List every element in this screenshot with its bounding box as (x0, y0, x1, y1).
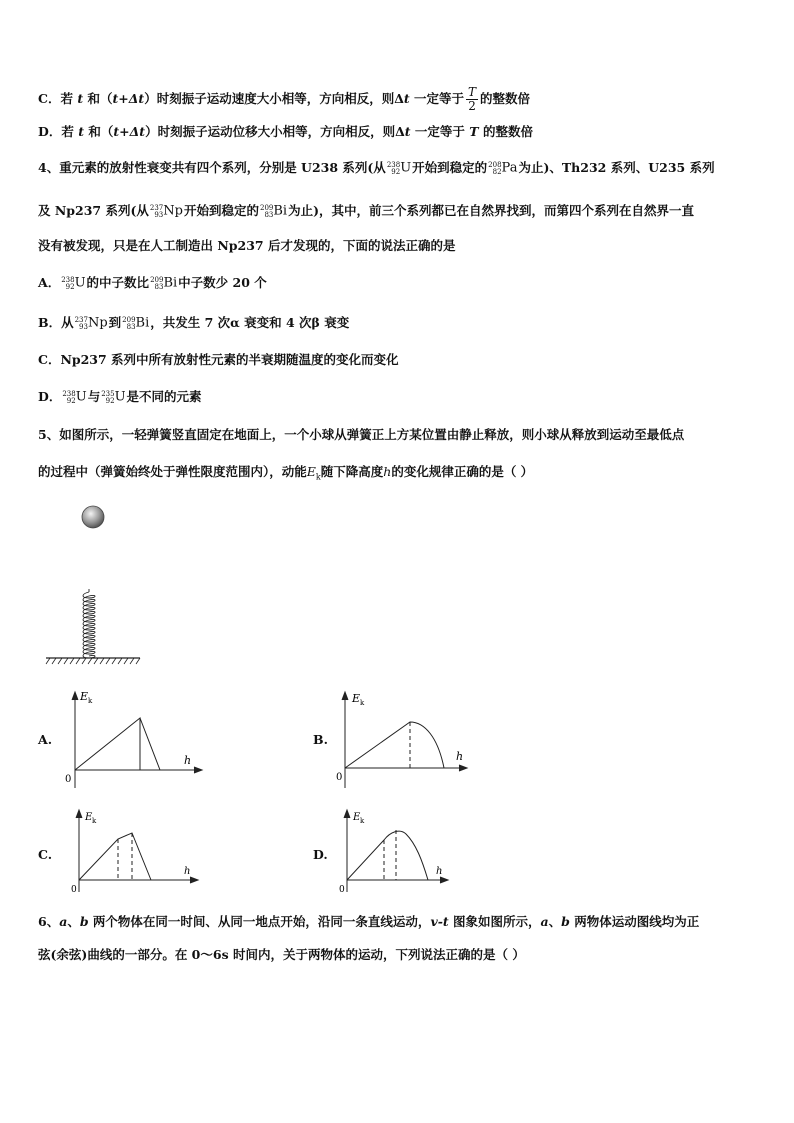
isotope-bi209: 209 83 Bi (259, 203, 288, 219)
drop-line (140, 718, 160, 770)
q4-option-b: B．从 237 93 Np到 209 83 Bi，共发生 7 次α 衰变和 4 次β 衰变 (38, 313, 349, 334)
q4-option-a: A． 238 92 U的中子数比 209 83 Bi中子数少 20 个 (38, 273, 267, 294)
ek-curve (75, 718, 140, 770)
ball (82, 506, 104, 528)
spring (83, 589, 95, 658)
q3-option-d: D．若 t 和（t+Δt）时刻振子运动位移大小相等，方向相反，则Δt 一定等于 T 的整数倍 (38, 124, 533, 139)
svg-text:h: h (184, 866, 191, 877)
fraction-t-over-2: $\frac{T}{2}$ (468, 85, 477, 113)
isotope-np237: 237 93 Np (149, 203, 183, 219)
graph-option-a-label[interactable]: A. (38, 732, 53, 747)
graph-option-c-label[interactable]: C. (38, 847, 53, 862)
ek-curve (347, 831, 428, 880)
svg-text:0: 0 (339, 885, 345, 895)
svg-text:E: E (352, 692, 361, 705)
q5-stem-line-2: 的过程中（弹簧始终处于弹性限度范围内），动能$E_k$随下降高度h的变化规律正确的是（ ） (38, 464, 534, 482)
svg-text:E: E (85, 812, 93, 823)
graph-d (334, 808, 474, 898)
graph-option-d-label[interactable]: D. (313, 847, 328, 862)
graph-a (60, 688, 210, 798)
axis-x-label: h (184, 754, 192, 767)
svg-text:E: E (353, 812, 361, 823)
isotope-bi209: 209 83 Bi (150, 275, 178, 291)
q4-stem-line-2: 及 Np237 系列(从 237 93 Np开始到稳定的 209 83 Bi为止)，其中，前三个系列都已在自然界找到，而第四个系列在自然界一直 (38, 201, 694, 222)
isotope-u238: 238 92 U (62, 389, 87, 405)
isotope-pa208: 208 82 Pa (488, 160, 518, 176)
q4-stem-line-1: 4、重元素的放射性衰变共有四个系列，分别是 U238 系列(从 238 92 U开始到稳定的 208 82 Pa为止)、Th232 系列、U235 系列 (38, 158, 715, 179)
q6-stem-line-2: 弦(余弦)曲线的一部分。在 0～6s 时间内，关于两物体的运动，下列说法正确的是（ ） (38, 947, 525, 962)
origin-label: 0 (65, 774, 72, 785)
ek-curve (79, 833, 151, 880)
svg-text:k: k (360, 817, 365, 825)
svg-text:h: h (456, 750, 464, 763)
q5-stem-line-1: 5、如图所示，一轻弹簧竖直固定在地面上，一个小球从弹簧正上方某位置由静止释放，则小球从释放到运动至最低点 (38, 427, 685, 442)
graph-option-b-label[interactable]: B. (313, 732, 328, 747)
svg-text:k: k (88, 697, 93, 705)
isotope-u235: 235 92 U (101, 389, 126, 405)
svg-text:h: h (436, 866, 443, 877)
svg-text:k: k (92, 817, 97, 825)
q3-option-c: C．若 t 和（t+Δt）时刻振子运动速度大小相等，方向相反，则Δt 一定等于 $\frac{T}{2}$ 的整数倍 (38, 85, 531, 113)
q4-option-c: C．Np237 系列中所有放射性元素的半衰期随温度的变化而变化 (38, 352, 399, 367)
ek-curve (345, 722, 444, 768)
isotope-u238: 238 92 U (61, 275, 86, 291)
svg-text:k: k (360, 699, 365, 707)
isotope-bi209: 209 83 Bi (122, 315, 150, 331)
isotope-np237: 237 93 Np (74, 315, 108, 331)
q4-stem-line-3: 没有被发现，只是在人工制造出 Np237 后才发现的，下面的说法正确的是 (38, 238, 456, 253)
q4-option-d: D． 238 92 U与 235 92 U是不同的元素 (38, 387, 202, 408)
isotope-u238: 238 92 U (386, 160, 412, 176)
ground-hatch (46, 658, 140, 664)
q6-stem-line-1: 6、a、b 两个物体在同一时间、从同一地点开始，沿同一条直线运动，v-t 图象如图所示，a、b 两物体运动图线均为正 (38, 914, 700, 929)
ball-spring-figure (40, 500, 200, 680)
axis-y-label: E (80, 690, 89, 703)
graph-b (330, 688, 480, 798)
svg-text:0: 0 (336, 772, 343, 783)
svg-text:0: 0 (71, 885, 77, 895)
graph-c (66, 808, 206, 898)
